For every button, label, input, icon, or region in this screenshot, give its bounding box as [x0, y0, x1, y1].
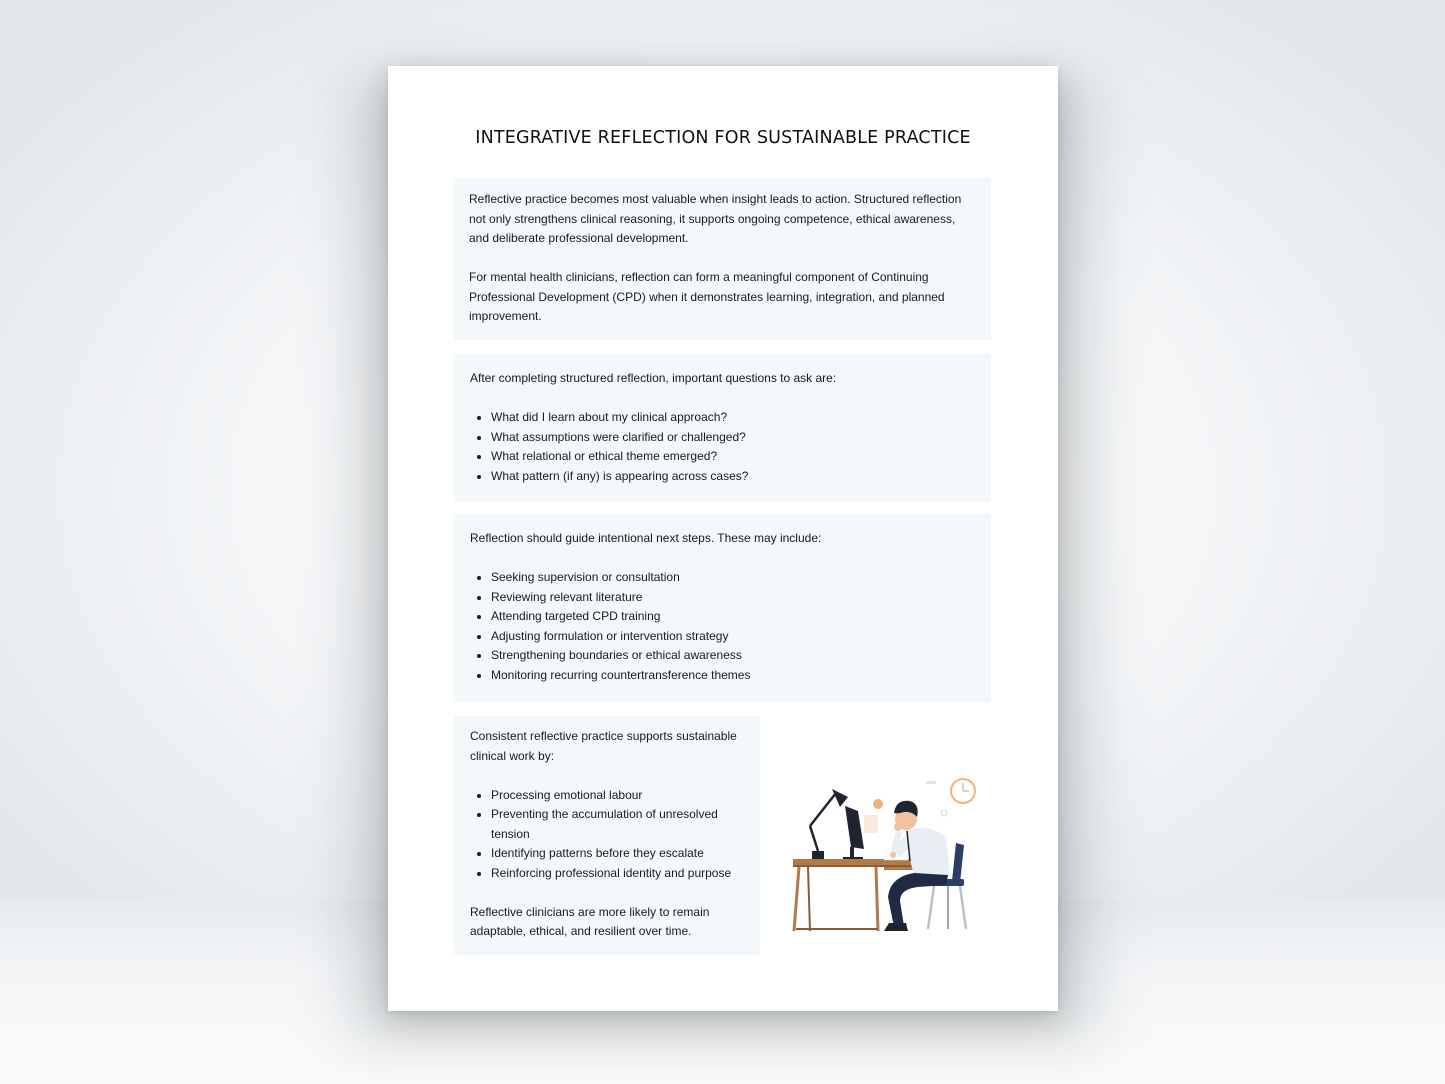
list-item: • Strengthening boundaries or ethical awareness	[491, 646, 977, 666]
list-item: • What relational or ethical theme emerged?	[491, 447, 977, 467]
list-item: • Identifying patterns before they escalate	[491, 844, 748, 864]
list-item: • Reviewing relevant literature	[491, 588, 977, 608]
next-steps-list	[470, 568, 977, 685]
sustainable-closing: Reflective clinicians are more likely to remain adaptable, ethical, and resilient over time.	[470, 904, 710, 938]
list-item: • What did I learn about my clinical approach?	[491, 408, 977, 428]
desk-icon	[793, 856, 923, 931]
sustainable-practice-section	[454, 716, 760, 955]
monitor-icon	[843, 806, 864, 860]
list-item: • Processing emotional labour	[491, 786, 748, 806]
next-steps-section	[454, 514, 991, 702]
intro-paragraph-2: For mental health clinicians, reflection can form a meaningful component of Continuing Professional Development (CPD) when it demonstrates learning, integration, and planned improvement.	[469, 270, 945, 323]
list-item: • What pattern (if any) is appearing across cases?	[491, 467, 977, 487]
list-item: • Seeking supervision or consultation	[491, 568, 977, 588]
person-at-desk-illustration	[788, 771, 988, 941]
next-steps-intro: Reflection should guide intentional next steps. These may include:	[470, 531, 822, 545]
note-icon	[864, 815, 878, 833]
list-item: • Adjusting formulation or intervention strategy	[491, 627, 977, 647]
list-item: • Reinforcing professional identity and purpose	[491, 864, 748, 884]
document-page	[388, 66, 1058, 1011]
questions-section	[454, 354, 991, 502]
page-title: INTEGRATIVE REFLECTION FOR SUSTAINABLE PRACTICE	[475, 128, 971, 148]
sustainable-intro: Consistent reflective practice supports sustainable clinical work by:	[470, 729, 737, 763]
clock-icon	[926, 779, 975, 816]
list-item: • Preventing the accumulation of unresolved tension	[491, 805, 748, 844]
desk-lamp-icon	[810, 789, 848, 861]
questions-list	[470, 408, 977, 486]
sustainable-list	[470, 786, 748, 884]
list-item: • What assumptions were clarified or challenged?	[491, 428, 977, 448]
questions-intro: After completing structured reflection, important questions to ask are:	[470, 371, 837, 385]
intro-section	[454, 178, 991, 340]
list-item: • Attending targeted CPD training	[491, 607, 977, 627]
decor-dot-icon	[873, 799, 883, 809]
list-item: • Monitoring recurring countertransference themes	[491, 666, 977, 686]
intro-paragraph-1: Reflective practice becomes most valuable when insight leads to action. Structured reflection not only strengthens clinical reasoning, it supports ongoing competence, ethical awareness, and deliberate professional development.	[469, 192, 962, 245]
